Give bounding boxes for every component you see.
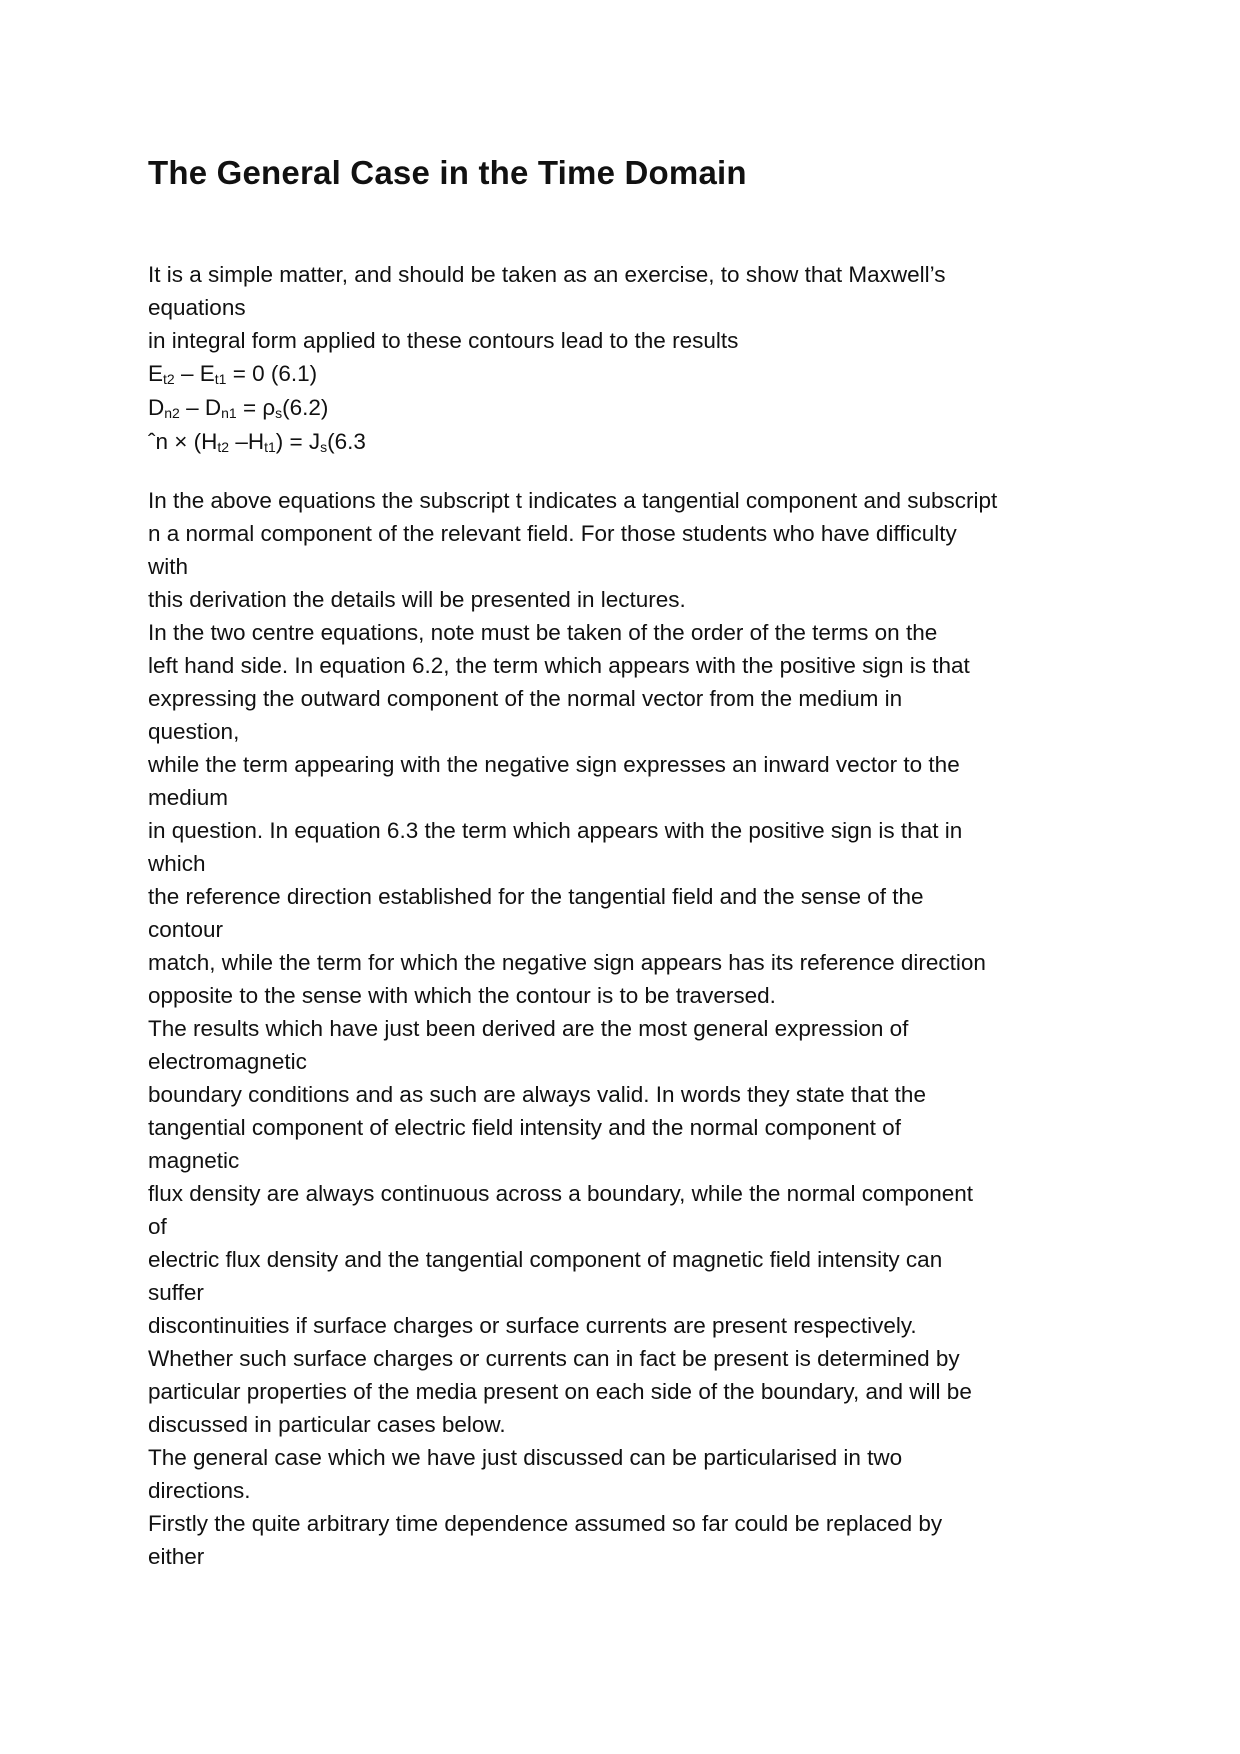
text-line: left hand side. In equation 6.2, the term which appears with the positive sign is that — [148, 653, 970, 678]
text-line: The general case which we have just discussed can be particularised in two — [148, 1445, 903, 1470]
text-line: Whether such surface charges or currents can in fact be present is determined by — [148, 1346, 960, 1371]
text-line: The results which have just been derived are the most general expression of — [148, 1016, 909, 1041]
text-line: tangential component of electric field intensity and the normal component of — [148, 1115, 901, 1140]
text-line: n a normal component of the relevant field. For those students who have difficulty — [148, 521, 957, 546]
text-line: of — [148, 1214, 167, 1239]
text-line: this derivation the details will be presented in lectures. — [148, 587, 686, 612]
body-text — [148, 484, 1108, 1573]
text-line: which — [148, 851, 206, 876]
text-line: either — [148, 1544, 205, 1569]
text-line: while the term appearing with the negative sign expresses an inward vector to the — [148, 752, 960, 777]
equation-6-2: $D_{n2} - D_{n1} = \rho_s(6.2)$ — [148, 395, 329, 421]
text-line: discontinuities if surface charges or surface currents are present respectively. — [148, 1313, 917, 1338]
text-line: with — [148, 554, 189, 579]
text-line: equations — [148, 295, 246, 320]
equation-6-1: $E_{t2} - E_{t1} = 0$ (6.1) — [148, 361, 318, 387]
text-line: contour — [148, 917, 224, 942]
text-line: suffer — [148, 1280, 204, 1305]
text-line: In the two centre equations, note must be taken of the order of the terms on the — [148, 620, 938, 645]
text-line: It is a simple matter, and should be taken as an exercise, to show that Maxwell’s — [148, 262, 946, 287]
text-line: match, while the term for which the negative sign appears has its reference direction — [148, 950, 986, 975]
text-line: medium — [148, 785, 229, 810]
text-line: electromagnetic — [148, 1049, 307, 1074]
text-line: expressing the outward component of the normal vector from the medium in — [148, 686, 903, 711]
text-line: particular properties of the media present on each side of the boundary, and will be — [148, 1379, 972, 1404]
intro-paragraph — [148, 258, 1108, 459]
text-line: Firstly the quite arbitrary time dependence assumed so far could be replaced by — [148, 1511, 943, 1536]
text-line: discussed in particular cases below. — [148, 1412, 506, 1437]
text-line: in question. In equation 6.3 the term which appears with the positive sign is that in — [148, 818, 963, 843]
text-line: electric flux density and the tangential component of magnetic field intensity can — [148, 1247, 943, 1272]
document-page — [148, 148, 1108, 1573]
equation-6-3: ˆn × ($H_{t2}$ $-H_{t1}) = J_s(6.3$ — [148, 429, 366, 455]
text-line: question, — [148, 719, 240, 744]
document-title: The General Case in the Time Domain — [148, 154, 747, 191]
text-line: the reference direction established for the tangential field and the sense of the — [148, 884, 924, 909]
text-line: flux density are always continuous across a boundary, while the normal component — [148, 1181, 974, 1206]
text-line: opposite to the sense with which the contour is to be traversed. — [148, 983, 776, 1008]
text-line: directions. — [148, 1478, 251, 1503]
text-line: boundary conditions and as such are always valid. In words they state that the — [148, 1082, 926, 1107]
text-line: magnetic — [148, 1148, 240, 1173]
text-line: In the above equations the subscript t indicates a tangential component and subscript — [148, 488, 998, 513]
text-line: in integral form applied to these contours lead to the results — [148, 328, 739, 353]
